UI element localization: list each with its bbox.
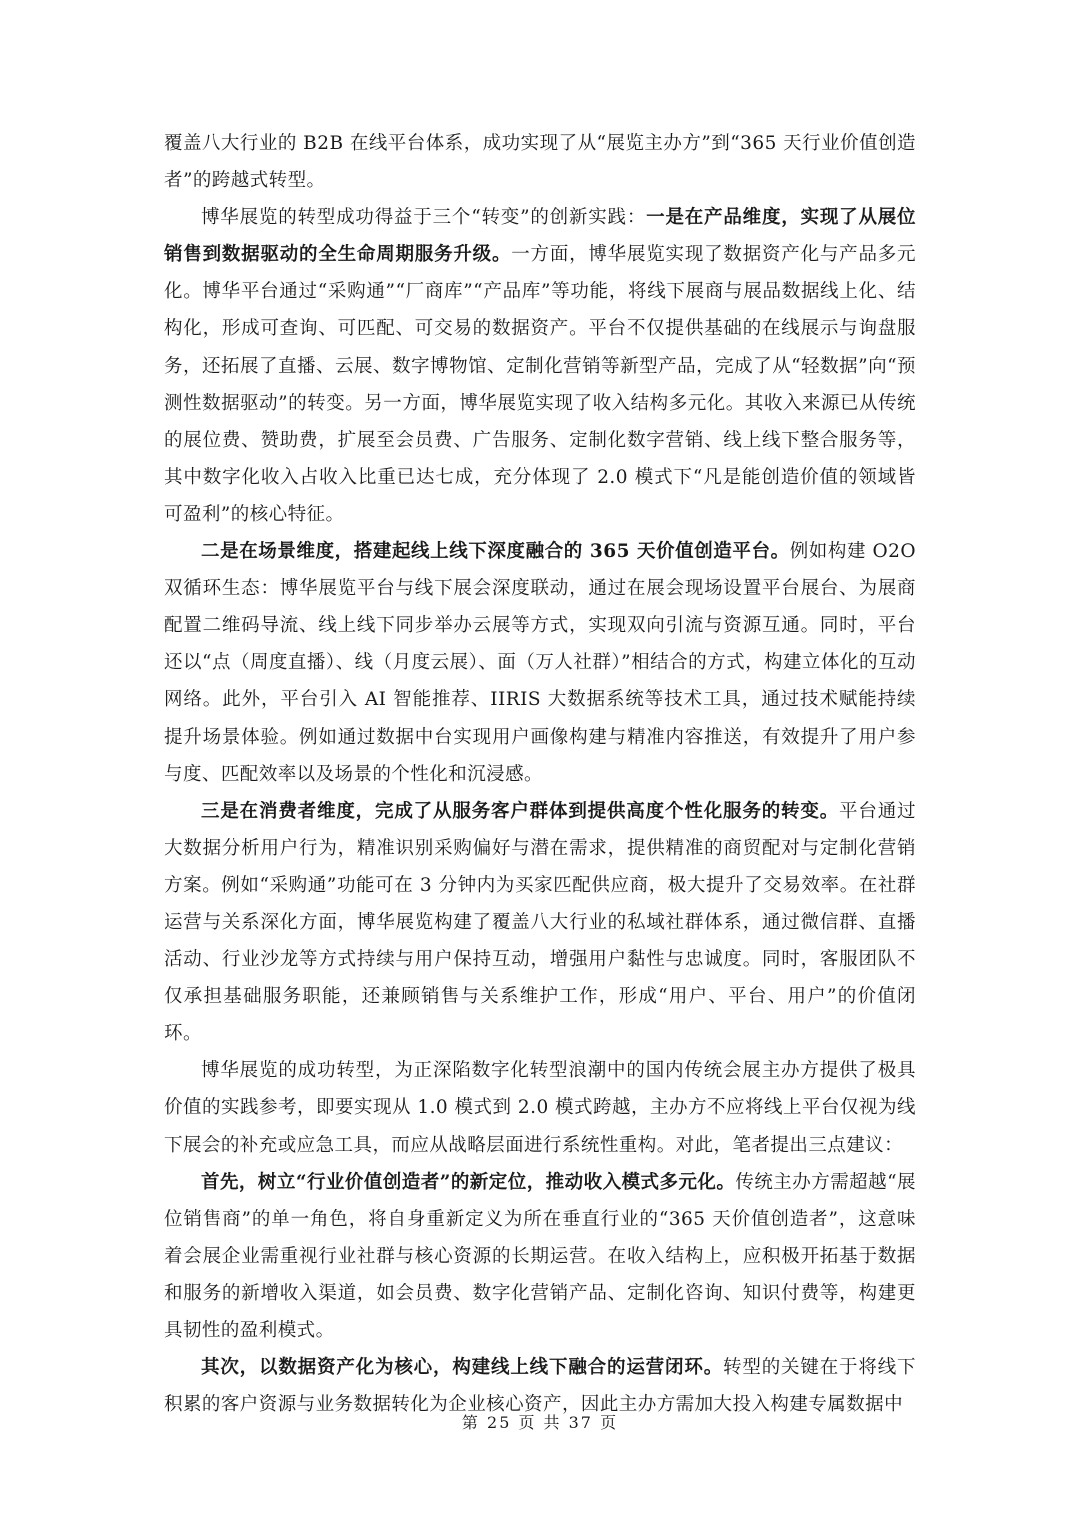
- paragraph-3-text: 例如构建 O2O 双循环生态：博华展览平台与线下展会深度联动，通过在展会现场设置平台展台、为展商配置二维码导流、线上线下同步举办云展等方式，实现双向引流与资源互通。同时，平台还以“点（周度直播）、线（月度云展）、面（万人社群）”相结合的方式，构建立体化的互动网络。此外，平台引入 AI 智能推荐、IIRIS 大数据系统等技术工具，通过技术赋能持续提升场景体验。例如通过数据中台实现用户画像构建与精准内容推送，有效提升了用户参与度、匹配效率以及场景的个性化和沉浸感。: [164, 541, 916, 785]
- paragraph-2: [164, 199, 916, 533]
- paragraph-5-text: 博华展览的成功转型，为正深陷数字化转型浪潮中的国内传统会展主办方提供了极具价值的实践参考，即要实现从 1.0 模式到 2.0 模式跨越，主办方不应将线上平台仅视为线下展会的补充或应急工具，而应从战略层面进行系统性重构。对此，笔者提出三点建议：: [164, 1060, 916, 1156]
- paragraph-6: [164, 1164, 916, 1349]
- paragraph-4-text: 平台通过大数据分析用户行为，精准识别采购偏好与潜在需求，提供精准的商贸配对与定制化营销方案。例如“采购通”功能可在 3 分钟内为买家匹配供应商，极大提升了交易效率。在社群运营与关系深化方面，博华展览构建了覆盖八大行业的私域社群体系，通过微信群、直播活动、行业沙龙等方式持续与用户保持互动，增强用户黏性与忠诚度。同时，客服团队不仅承担基础服务职能，还兼顾销售与关系维护工作，形成“用户、平台、用户”的价值闭环。: [164, 800, 916, 1045]
- paragraph-3: [164, 533, 916, 793]
- paragraph-1-text: 覆盖八大行业的 B2B 在线平台体系，成功实现了从“展览主办方”到“365 天行业价值创造者”的跨越式转型。: [164, 133, 916, 192]
- paragraph-6-text: 传统主办方需超越“展位销售商”的单一角色，将自身重新定义为所在垂直行业的“365 天价值创造者”，这意味着会展企业需重视行业社群与核心资源的长期运营。在收入结构上，应积极开拓基于数据和服务的新增收入渠道，如会员费、数字化营销产品、定制化咨询、知识付费等，构建更具韧性的盈利模式。: [164, 1171, 916, 1341]
- paragraph-4-lead: 三是在消费者维度，完成了从服务客户群体到提供高度个性化服务的转变。: [201, 800, 840, 822]
- paragraph-3-lead: 二是在场景维度，搭建起线上线下深度融合的 365 天价值创造平台。: [201, 541, 790, 563]
- paragraph-1: [164, 125, 916, 199]
- document-body: [164, 125, 916, 1423]
- paragraph-2-text: 一方面，博华展览实现了数据资产化与产品多元化。博华平台通过“采购通”“厂商库”“产品库”等功能，将线下展商与展品数据线上化、结构化，形成可查询、可匹配、可交易的数据资产。平台不仅提供基础的在线展示与询盘服务，还拓展了直播、云展、数字博物馆、定制化营销等新型产品，完成了从“轻数据”向“预测性数据驱动”的转变。另一方面，博华展览实现了收入结构多元化。其收入来源已从传统的展位费、赞助费，扩展至会员费、广告服务、定制化数字营销、线上线下整合服务等，其中数字化收入占收入比重已达七成，充分体现了 2.0 模式下“凡是能创造价值的领域皆可盈利”的核心特征。: [164, 244, 916, 525]
- paragraph-7-lead: 其次，以数据资产化为核心，构建线上线下融合的运营闭环。: [201, 1357, 724, 1379]
- paragraph-6-lead: 首先，树立“行业价值创造者”的新定位，推动收入模式多元化。: [201, 1171, 736, 1193]
- paragraph-5: [164, 1052, 916, 1163]
- paragraph-4: [164, 793, 916, 1053]
- page-number-footer: 第 25 页 共 37 页: [461, 1413, 619, 1432]
- paragraph-2-pre: 博华展览的转型成功得益于三个“转变”的创新实践：: [201, 207, 647, 229]
- paragraph-2-lead: 一是在产品维度，实现了从展位销售到数据驱动的全生命周期服务升级。: [164, 207, 916, 266]
- paragraph-7-text: 转型的关键在于将线下积累的客户资源与业务数据转化为企业核心资产，因此主办方需加大投入构建专属数据中: [164, 1357, 916, 1416]
